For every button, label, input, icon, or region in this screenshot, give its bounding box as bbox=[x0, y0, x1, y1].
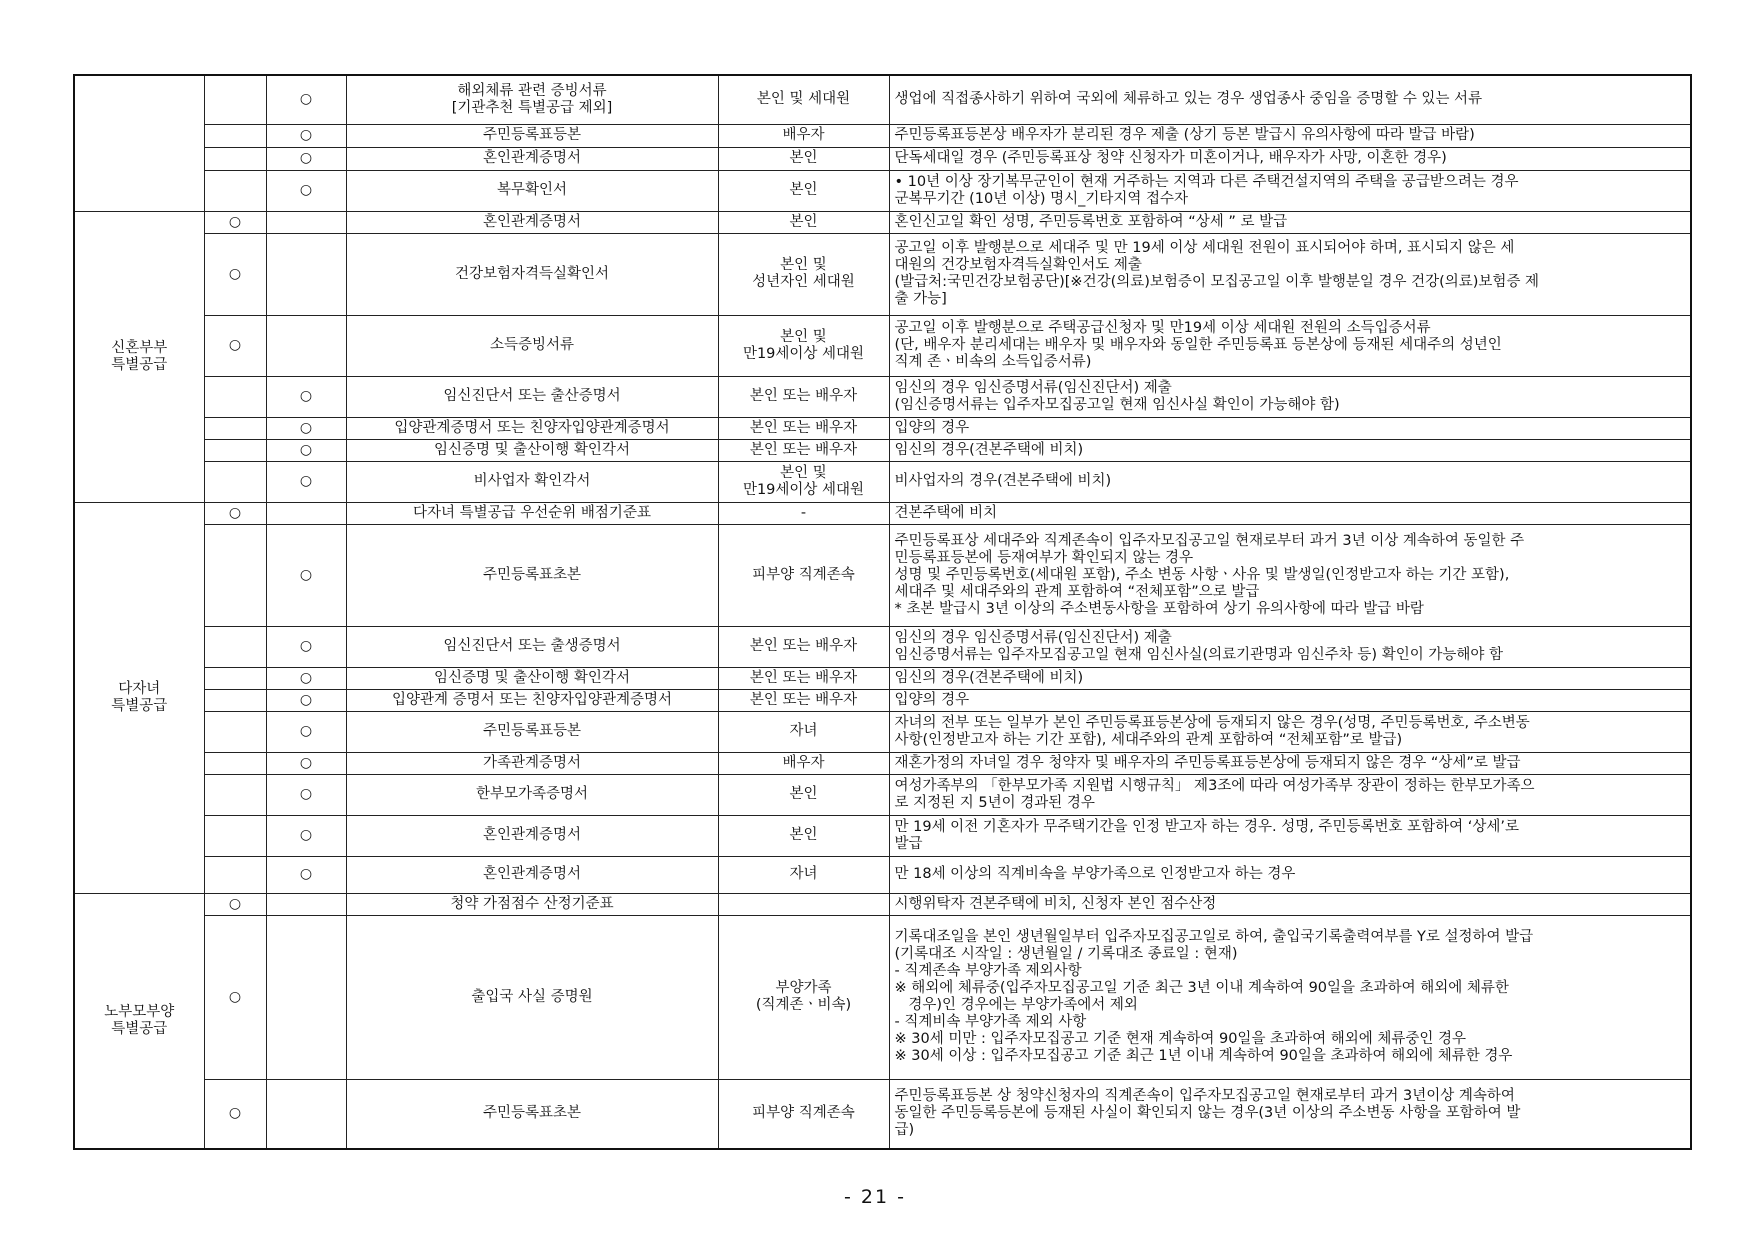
table-row bbox=[74, 915, 1691, 1079]
mark-col2 bbox=[266, 211, 346, 233]
description: 주민등록표등본상 배우자가 분리된 경우 제출 (상기 등본 발급시 유의사항에 따라 발급 바람) bbox=[889, 124, 1691, 147]
document-name: 소득증빙서류 bbox=[346, 315, 718, 376]
mark-col2: ○ bbox=[266, 752, 346, 774]
submit-target bbox=[718, 893, 889, 915]
table-row bbox=[74, 752, 1691, 774]
description: 재혼가정의 자녀일 경우 청약자 및 배우자의 주민등록표등본상에 등재되지 않은 경우 “상세”로 발급 bbox=[889, 752, 1691, 774]
submit-target: 본인 또는 배우자 bbox=[718, 667, 889, 689]
description: 견본주택에 비치 bbox=[889, 502, 1691, 524]
table-row bbox=[74, 461, 1691, 502]
mark-col1 bbox=[204, 752, 266, 774]
table-row bbox=[74, 689, 1691, 711]
document-name: 혼인관계증명서 bbox=[346, 815, 718, 856]
description: 공고일 이후 발행분으로 주택공급신청자 및 만19세 이상 세대원 전원의 소득입증서류 (단, 배우자 분리세대는 배우자 및 배우자와 동일한 주민등록표 등본상에 등재된 세대주의 성년인 직계 존ㆍ비속의 소득입증서류) bbox=[889, 315, 1691, 376]
document-name: 주민등록표초본 bbox=[346, 1079, 718, 1149]
description: 만 19세 이전 기혼자가 무주택기간을 인정 받고자 하는 경우. 성명, 주민등록번호 포함하여 ‘상세’로 발급 bbox=[889, 815, 1691, 856]
mark-col1 bbox=[204, 667, 266, 689]
category-cell: 다자녀 특별공급 bbox=[74, 502, 204, 893]
mark-col2: ○ bbox=[266, 75, 346, 124]
submit-target: 본인 또는 배우자 bbox=[718, 376, 889, 417]
document-table bbox=[73, 74, 1692, 1150]
document-name: 비사업자 확인각서 bbox=[346, 461, 718, 502]
submit-target: 배우자 bbox=[718, 124, 889, 147]
mark-col2 bbox=[266, 915, 346, 1079]
description: 임신의 경우 임신증명서류(임신진단서) 제출 (임신증명서류는 입주자모집공고일 현재 임신사실 확인이 가능해야 함) bbox=[889, 376, 1691, 417]
mark-col2: ○ bbox=[266, 856, 346, 893]
submit-target: 피부양 직계존속 bbox=[718, 524, 889, 626]
document-name: 다자녀 특별공급 우선순위 배점기준표 bbox=[346, 502, 718, 524]
category-cell bbox=[74, 75, 204, 211]
description: 임신의 경우 임신증명서류(임신진단서) 제출 임신증명서류는 입주자모집공고일 현재 임신사실(의료기관명과 임신주차 등) 확인이 가능해야 함 bbox=[889, 626, 1691, 667]
submit-target: 배우자 bbox=[718, 752, 889, 774]
submit-target: 본인 및 만19세이상 세대원 bbox=[718, 461, 889, 502]
table-row bbox=[74, 211, 1691, 233]
description: 비사업자의 경우(견본주택에 비치) bbox=[889, 461, 1691, 502]
table-row bbox=[74, 893, 1691, 915]
document-name: 복무확인서 bbox=[346, 170, 718, 211]
document-name: 임신진단서 또는 출산증명서 bbox=[346, 376, 718, 417]
mark-col2: ○ bbox=[266, 461, 346, 502]
mark-col1 bbox=[204, 815, 266, 856]
document-name: 가족관계증명서 bbox=[346, 752, 718, 774]
table-row bbox=[74, 439, 1691, 461]
mark-col2 bbox=[266, 893, 346, 915]
submit-target: 본인 또는 배우자 bbox=[718, 439, 889, 461]
table-row bbox=[74, 315, 1691, 376]
description: 시행위탁자 견본주택에 비치, 신청자 본인 점수산정 bbox=[889, 893, 1691, 915]
mark-col1 bbox=[204, 147, 266, 170]
description: 입양의 경우 bbox=[889, 417, 1691, 439]
description: 입양의 경우 bbox=[889, 689, 1691, 711]
table-row bbox=[74, 856, 1691, 893]
mark-col1 bbox=[204, 170, 266, 211]
description: 주민등록표상 세대주와 직계존속이 입주자모집공고일 현재로부터 과거 3년 이상 계속하여 동일한 주 민등록표등본에 등재여부가 확인되지 않는 경우 성명 및 주민등록번호(세대원 포함), 주소 변동 사항ㆍ사유 및 발생일(인정받고자 하는 기간 포함), 세대주 및 세대주와의 관계 포함하여 “전체포함”으로 발급 * 초본 발급시 3년 이상의 주소변동사항을 포함하여 상기 유의사항에 따라 발급 바람 bbox=[889, 524, 1691, 626]
table-row bbox=[74, 1079, 1691, 1149]
mark-col1 bbox=[204, 689, 266, 711]
submit-target: 본인 및 성년자인 세대원 bbox=[718, 233, 889, 315]
mark-col1: ○ bbox=[204, 233, 266, 315]
mark-col2: ○ bbox=[266, 147, 346, 170]
description: 주민등록표등본 상 청약신청자의 직계존속이 입주자모집공고일 현재로부터 과거 3년이상 계속하여 동일한 주민등록등본에 등재된 사실이 확인되지 않는 경우(3년 이상의 주소변동 사항을 포함하여 발 급) bbox=[889, 1079, 1691, 1149]
table-row bbox=[74, 170, 1691, 211]
mark-col2: ○ bbox=[266, 417, 346, 439]
page-number: - 21 - bbox=[844, 1186, 906, 1208]
mark-col2: ○ bbox=[266, 524, 346, 626]
document-name: 입양관계 증명서 또는 친양자입양관계증명서 bbox=[346, 689, 718, 711]
mark-col2: ○ bbox=[266, 774, 346, 815]
mark-col2: ○ bbox=[266, 626, 346, 667]
mark-col2 bbox=[266, 233, 346, 315]
submit-target: 자녀 bbox=[718, 856, 889, 893]
mark-col1 bbox=[204, 124, 266, 147]
document-name: 임신증명 및 출산이행 확인각서 bbox=[346, 667, 718, 689]
table-row bbox=[74, 774, 1691, 815]
document-name: 건강보험자격득실확인서 bbox=[346, 233, 718, 315]
document-name: 임신진단서 또는 출생증명서 bbox=[346, 626, 718, 667]
mark-col2: ○ bbox=[266, 667, 346, 689]
description: 단독세대일 경우 (주민등록표상 청약 신청자가 미혼이거나, 배우자가 사망, 이혼한 경우) bbox=[889, 147, 1691, 170]
table-row bbox=[74, 147, 1691, 170]
submit-target: 본인 bbox=[718, 774, 889, 815]
mark-col2: ○ bbox=[266, 376, 346, 417]
description: 자녀의 전부 또는 일부가 본인 주민등록표등본상에 등재되지 않은 경우(성명, 주민등록번호, 주소변동 사항(인정받고자 하는 기간 포함), 세대주와의 관계 포함하여 “전체포함”로 발급) bbox=[889, 711, 1691, 752]
mark-col1: ○ bbox=[204, 211, 266, 233]
table-row bbox=[74, 233, 1691, 315]
submit-target: 자녀 bbox=[718, 711, 889, 752]
mark-col2: ○ bbox=[266, 689, 346, 711]
mark-col1 bbox=[204, 417, 266, 439]
submit-target: 본인 또는 배우자 bbox=[718, 626, 889, 667]
mark-col1: ○ bbox=[204, 502, 266, 524]
mark-col1 bbox=[204, 75, 266, 124]
document-name: 혼인관계증명서 bbox=[346, 211, 718, 233]
document-name: 임신증명 및 출산이행 확인각서 bbox=[346, 439, 718, 461]
mark-col1 bbox=[204, 711, 266, 752]
document-name: 청약 가점점수 산정기준표 bbox=[346, 893, 718, 915]
submit-target: - bbox=[718, 502, 889, 524]
document-name: 주민등록표초본 bbox=[346, 524, 718, 626]
mark-col1 bbox=[204, 856, 266, 893]
mark-col2 bbox=[266, 315, 346, 376]
document-name: 입양관계증명서 또는 친양자입양관계증명서 bbox=[346, 417, 718, 439]
mark-col2: ○ bbox=[266, 439, 346, 461]
description: 공고일 이후 발행분으로 세대주 및 만 19세 이상 세대원 전원이 표시되어야 하며, 표시되지 않은 세 대원의 건강보험자격득실확인서도 제출 (발급처:국민건강보험공단)[※건강(의료)보험증이 모집공고일 이후 발행분일 경우 건강(의료)보험증 제 출 가능] bbox=[889, 233, 1691, 315]
description: 혼인신고일 확인 성명, 주민등록번호 포함하여 “상세 ” 로 발급 bbox=[889, 211, 1691, 233]
document-name: 혼인관계증명서 bbox=[346, 856, 718, 893]
mark-col1: ○ bbox=[204, 893, 266, 915]
mark-col1: ○ bbox=[204, 315, 266, 376]
description: 여성가족부의 「한부모가족 지원법 시행규칙」 제3조에 따라 여성가족부 장관이 정하는 한부모가족으 로 지정된 지 5년이 경과된 경우 bbox=[889, 774, 1691, 815]
table-row bbox=[74, 815, 1691, 856]
table-row bbox=[74, 124, 1691, 147]
document-name: 출입국 사실 증명원 bbox=[346, 915, 718, 1079]
mark-col2: ○ bbox=[266, 170, 346, 211]
submit-target: 피부양 직계존속 bbox=[718, 1079, 889, 1149]
table-row bbox=[74, 626, 1691, 667]
mark-col1: ○ bbox=[204, 1079, 266, 1149]
mark-col1 bbox=[204, 461, 266, 502]
mark-col1 bbox=[204, 524, 266, 626]
submit-target: 본인 bbox=[718, 815, 889, 856]
document-name: 주민등록표등본 bbox=[346, 711, 718, 752]
mark-col2 bbox=[266, 502, 346, 524]
submit-target: 부양가족 (직계존ㆍ비속) bbox=[718, 915, 889, 1079]
submit-target: 본인 bbox=[718, 147, 889, 170]
category-cell: 노부모부양 특별공급 bbox=[74, 893, 204, 1149]
submit-target: 본인 또는 배우자 bbox=[718, 417, 889, 439]
document-name: 해외체류 관련 증빙서류 [기관추천 특별공급 제외] bbox=[346, 75, 718, 124]
mark-col1: ○ bbox=[204, 915, 266, 1079]
mark-col2 bbox=[266, 1079, 346, 1149]
table-row bbox=[74, 417, 1691, 439]
table-row bbox=[74, 75, 1691, 124]
mark-col1 bbox=[204, 774, 266, 815]
document-name: 주민등록표등본 bbox=[346, 124, 718, 147]
submit-target: 본인 및 세대원 bbox=[718, 75, 889, 124]
submit-target: 본인 bbox=[718, 170, 889, 211]
mark-col1 bbox=[204, 439, 266, 461]
table-row bbox=[74, 667, 1691, 689]
document-name: 한부모가족증명서 bbox=[346, 774, 718, 815]
mark-col1 bbox=[204, 376, 266, 417]
description: 임신의 경우(견본주택에 비치) bbox=[889, 667, 1691, 689]
category-cell: 신혼부부 특별공급 bbox=[74, 211, 204, 502]
table-row bbox=[74, 524, 1691, 626]
table-row bbox=[74, 376, 1691, 417]
mark-col1 bbox=[204, 626, 266, 667]
mark-col2: ○ bbox=[266, 124, 346, 147]
submit-target: 본인 bbox=[718, 211, 889, 233]
description: 기록대조일을 본인 생년월일부터 입주자모집공고일로 하여, 출입국기록출력여부를 Y로 설정하여 발급 (기록대조 시작일 : 생년월일 / 기록대조 종료일 : 현재) - 직계존속 부양가족 제외사항 ※ 해외에 체류중(입주자모집공고일 기준 최근 3년 이내 계속하여 90일을 초과하여 해외에 체류한 경우)인 경우에는 부양가족에서 제외 - 직계비속 부양가족 제외 사항 ※ 30세 미만 : 입주자모집공고 기준 현재 계속하여 90일을 초과하여 해외에 체류중인 경우 ※ 30세 이상 : 입주자모집공고 기준 최근 1년 이내 계속하여 90일을 초과하여 해외에 체류한 경우 bbox=[889, 915, 1691, 1079]
submit-target: 본인 및 만19세이상 세대원 bbox=[718, 315, 889, 376]
document-name: 혼인관계증명서 bbox=[346, 147, 718, 170]
description: 임신의 경우(견본주택에 비치) bbox=[889, 439, 1691, 461]
submit-target: 본인 또는 배우자 bbox=[718, 689, 889, 711]
table-row bbox=[74, 711, 1691, 752]
description: 생업에 직접종사하기 위하여 국외에 체류하고 있는 경우 생업종사 중임을 증명할 수 있는 서류 bbox=[889, 75, 1691, 124]
description: • 10년 이상 장기복무군인이 현재 거주하는 지역과 다른 주택건설지역의 주택을 공급받으려는 경우 군복무기간 (10년 이상) 명시_기타지역 접수자 bbox=[889, 170, 1691, 211]
mark-col2: ○ bbox=[266, 815, 346, 856]
description: 만 18세 이상의 직계비속을 부양가족으로 인정받고자 하는 경우 bbox=[889, 856, 1691, 893]
mark-col2: ○ bbox=[266, 711, 346, 752]
table-row bbox=[74, 502, 1691, 524]
